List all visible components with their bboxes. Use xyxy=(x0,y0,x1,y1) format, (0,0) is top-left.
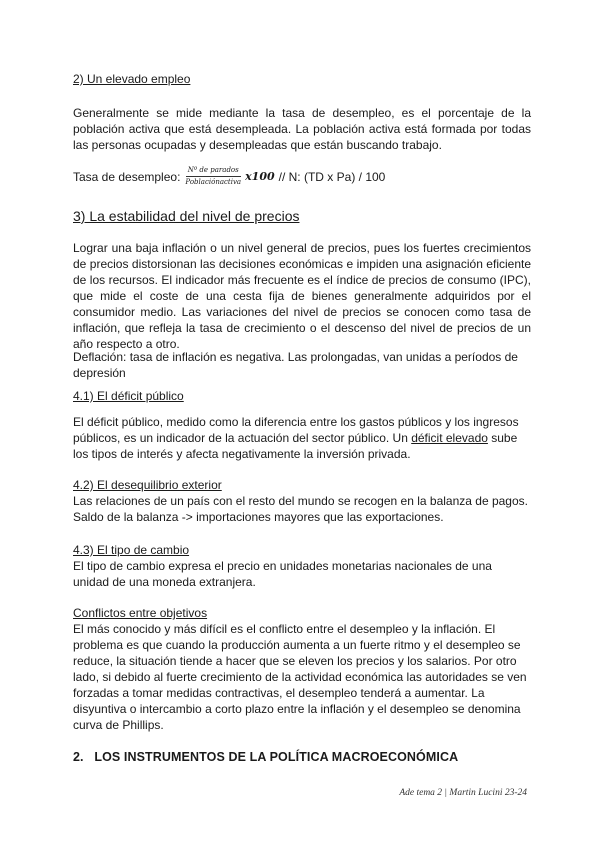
formula-tail: // N: (TD x Pa) / 100 xyxy=(278,169,386,184)
paragraph-conflictos: El más conocido y más difícil es el conflicto entre el desempleo y la inflación. El problema es que cuando la producción aumenta a un fuerte ritmo y el desempleo se reduce, la situación tiende a hacer que se eleven los precios y los salarios. Por otro lado, si debido al fuerte crecimiento de la actividad económica las autoridades se ven forzadas a tomar medidas contractivas, el desempleo tenderá a aumentar. La disyuntiva o intercambio a corto plazo entre la inflación y el desempleo se denomina curva de Phillips. xyxy=(73,622,527,732)
page-footer: Ade tema 2 | Martin Lucini 23-24 xyxy=(399,788,527,798)
paragraph-inflacion: Lograr una baja inflación o un nivel general de precios, pues los fuertes crecimientos de precios distorsionan las decisiones económicas e impiden una asignación eficiente de los recursos. El indicador más frecuente es el índice de precios de consumo (IPC), que mide el coste de una cesta fija de bienes generalmente adquiridos por el consumidor medio. Las variaciones del nivel de precios se conocen como tasa de inflación, que refleja la tasa de crecimiento o el descenso del nivel de precios de un año respecto a otro. xyxy=(73,241,531,351)
deficit-elevado-underlined: déficit elevado xyxy=(411,431,488,445)
paragraph-deficit xyxy=(73,414,531,462)
heading-instrumentos-politica: 2. LOS INSTRUMENTOS DE LA POLÍTICA MACROECONÓMICA xyxy=(73,750,459,764)
heading-elevado-empleo: 2) Un elevado empleo xyxy=(73,72,191,86)
heading-tipo-cambio: 4.3) El tipo de cambio xyxy=(73,543,190,557)
formula-denominator: Poblaciónactiva xyxy=(185,178,242,186)
heading-desequilibrio-exterior: 4.2) El desequilibrio exterior xyxy=(73,478,222,492)
paragraph-deflacion: Deflación: tasa de inflación es negativa. Las prolongadas, van unidas a períodos de depresión xyxy=(73,350,518,380)
formula-tasa-desempleo xyxy=(73,166,531,187)
deficit-text-before: El déficit público, medido como la diferencia entre los gastos públicos y los ingresos públicos, es un indicador de la actuación del sector público. Un xyxy=(73,415,519,445)
formula-fraction xyxy=(183,166,243,187)
paragraph-desequilibrio: Las relaciones de un país con el resto del mundo se recogen en la balanza de pagos. Saldo de la balanza -> importaciones mayores que las exportaciones. xyxy=(73,494,528,524)
heading-deficit-publico: 4.1) El déficit público xyxy=(73,389,184,403)
formula-label: Tasa de desempleo: xyxy=(73,169,181,184)
formula-multiplier: x100 xyxy=(245,169,275,183)
paragraph-tipo-cambio: El tipo de cambio expresa el precio en unidades monetarias nacionales de una unidad de una moneda extranjera. xyxy=(73,559,492,589)
paragraph-desempleo: Generalmente se mide mediante la tasa de desempleo, es el porcentaje de la población activa que está desempleada. La población activa está formada por todas las personas ocupadas y desempleadas que están buscando trabajo. xyxy=(73,106,531,152)
deficit-text-after: sube los tipos de interés y afecta negativamente la inversión privada. xyxy=(73,431,518,461)
heading-estabilidad-precios: 3) La estabilidad del nivel de precios xyxy=(73,208,300,224)
heading-conflictos-objetivos: Conflictos entre objetivos xyxy=(73,606,208,620)
formula-numerator: Nº de parados xyxy=(186,166,241,177)
